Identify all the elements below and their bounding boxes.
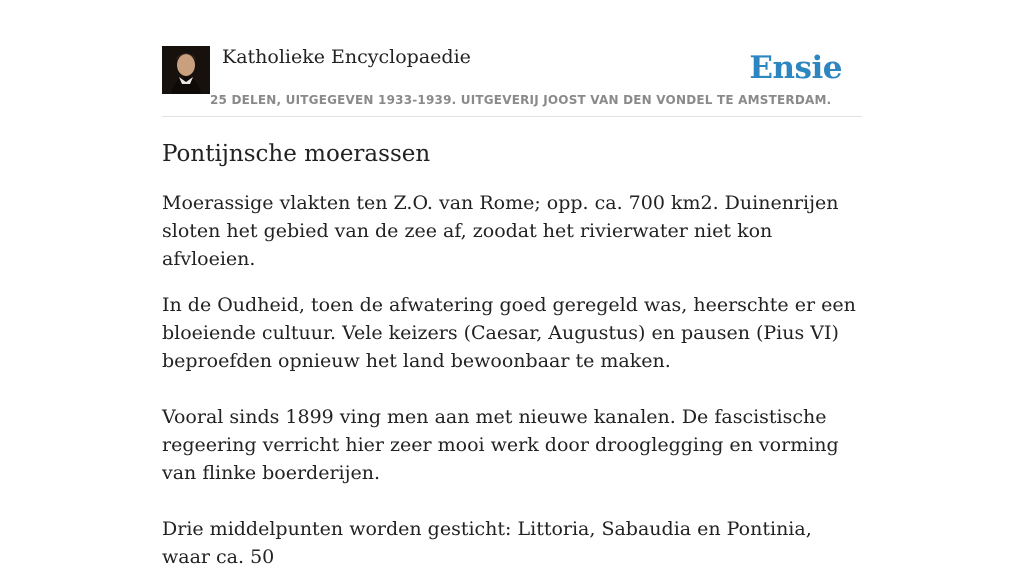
source-subtitle: 25 DELEN, UITGEGEVEN 1933-1939. UITGEVERIJ JOOST VAN DEN VONDEL TE AMSTERDAM. (210, 93, 832, 107)
brand-logo[interactable]: Ensie (749, 50, 842, 86)
article-paragraph: Moerassige vlakten ten Z.O. van Rome; opp. ca. 700 km2. Duinenrijen sloten het gebied van de zee af, zoodat het rivierwater niet kon afvloeien. (162, 192, 839, 270)
article-content (162, 138, 862, 571)
portrait-avatar[interactable] (162, 46, 210, 94)
source-header (162, 46, 862, 117)
article-paragraph: In de Oudheid, toen de afwatering goed geregeld was, heerschte er een bloeiende cultuur. Vele keizers (Caesar, Augustus) en pausen (Pius VI) beproefden opnieuw het land bewoonbaar te maken. (162, 294, 856, 372)
article-paragraph: Drie middelpunten worden gesticht: Littoria, Sabaudia en Pontinia, waar ca. 50 (162, 518, 812, 568)
source-title[interactable]: Katholieke Encyclopaedie (222, 46, 471, 68)
portrait-icon (162, 46, 210, 94)
article-title: Pontijnsche moerassen (162, 141, 431, 167)
article-paragraph: Vooral sinds 1899 ving men aan met nieuwe kanalen. De fascistische regeering verricht hier zeer mooi werk door drooglegging en vorming van flinke boerderijen. (162, 406, 839, 484)
